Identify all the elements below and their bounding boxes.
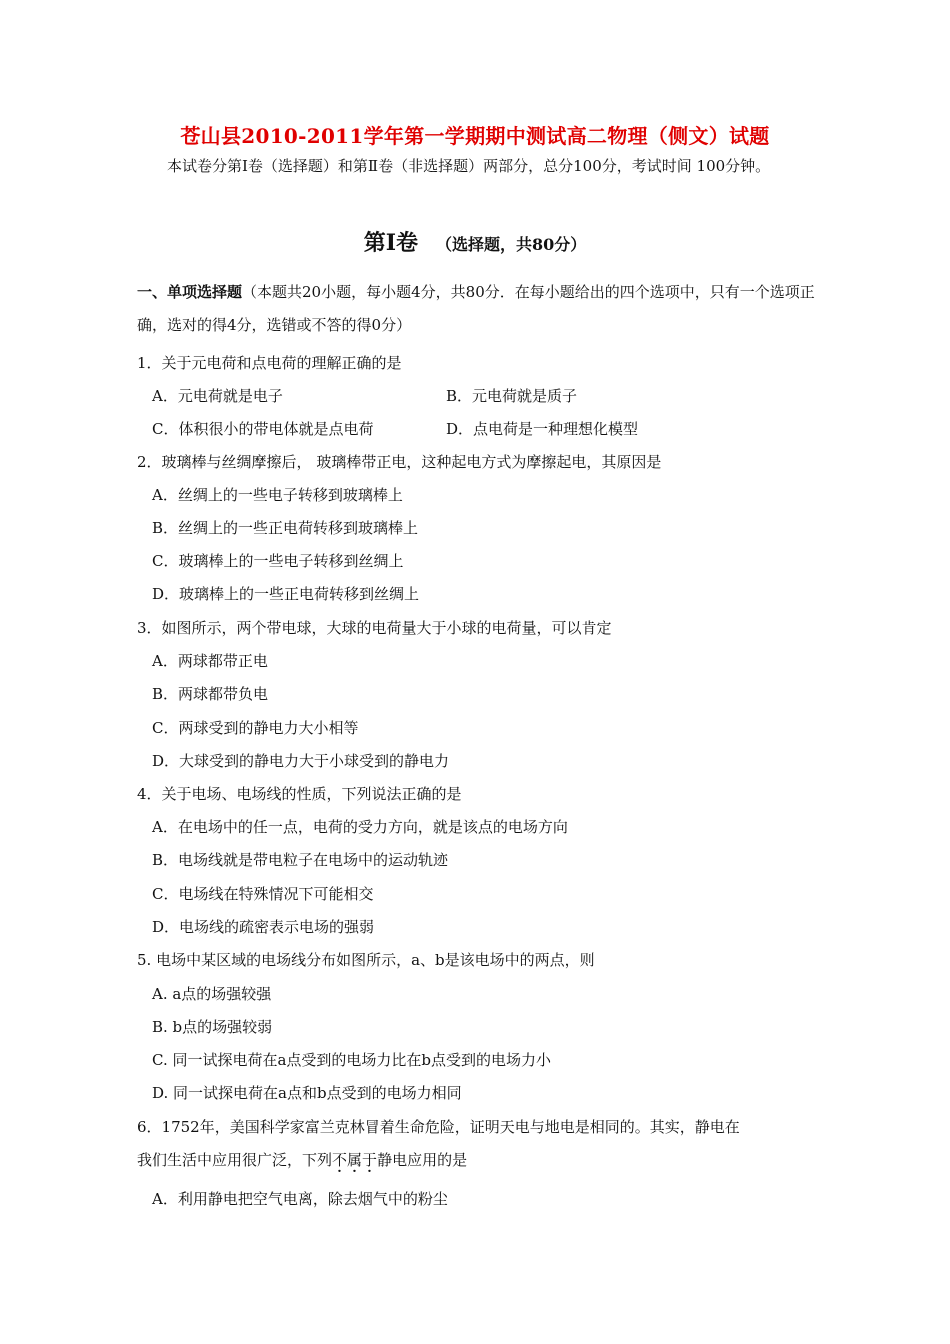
q3-option-d: D．大球受到的静电力大于小球受到的静电力 (152, 752, 450, 770)
section-note: （选择题，共80分） (436, 235, 587, 254)
q1-option-d: D．点电荷是一种理想化模型 (446, 420, 639, 438)
q3-option-c: C．两球受到的静电力大小相等 (152, 719, 359, 737)
q4-option-d: D．电场线的疏密表示电场的强弱 (152, 918, 375, 936)
q4-stem: 4．关于电场、电场线的性质，下列说法正确的是 (137, 785, 462, 803)
q4-option-b: B．电场线就是带电粒子在电场中的运动轨迹 (152, 851, 449, 869)
part1-instructions (137, 276, 817, 342)
q4-option-a: A．在电场中的任一点，电荷的受力方向，就是该点的电场方向 (152, 818, 568, 836)
exam-intro: 本试卷分第Ⅰ卷（选择题）和第Ⅱ卷（非选择题）两部分，总分100分，考试时间 100分钟。 (167, 157, 771, 175)
q1-option-b: B．元电荷就是质子 (446, 387, 578, 405)
q5-option-c: C. 同一试探电荷在a点受到的电场力比在b点受到的电场力小 (152, 1051, 552, 1069)
q3-option-b: B．两球都带负电 (152, 685, 269, 703)
q5-option-b: B. b点的场强较弱 (152, 1018, 273, 1036)
q6-stem-line2 (137, 1149, 467, 1170)
section-name: 第Ⅰ卷 (363, 230, 418, 256)
part1-instructions-text: （本题共20小题，每小题4分，共80分．在每小题给出的四个选项中，只有一个选项正确，选对的得4分，选错或不答的得0分） (137, 283, 815, 334)
q2-option-d: D．玻璃棒上的一些正电荷转移到丝绸上 (152, 585, 420, 603)
q5-stem: 5. 电场中某区域的电场线分布如图所示，a、b是该电场中的两点，则 (137, 951, 595, 969)
q2-option-c: C．玻璃棒上的一些电子转移到丝绸上 (152, 552, 404, 570)
q1-option-a: A．元电荷就是电子 (152, 387, 283, 405)
exam-title: 苍山县2010-2011学年第一学期期中测试高二物理（侧文）试题 (180, 124, 770, 148)
q2-option-a: A．丝绸上的一些电子转移到玻璃棒上 (152, 486, 403, 504)
q5-option-d: D. 同一试探电荷在a点和b点受到的电场力相同 (152, 1084, 462, 1102)
q6-stem-line1: 6．1752年，美国科学家富兰克林冒着生命危险，证明天电与地电是相同的。其实，静电在 (137, 1118, 740, 1136)
section-heading (0, 226, 950, 257)
q6-stem-post: 静电应用的是 (377, 1151, 468, 1169)
q3-option-a: A．两球都带正电 (152, 652, 268, 670)
q5-option-a: A. a点的场强较强 (152, 985, 272, 1003)
q3-stem: 3．如图所示，两个带电球，大球的电荷量大于小球的电荷量，可以肯定 (137, 619, 612, 637)
q6-emphasis-char: 不 (332, 1151, 348, 1169)
q1-stem: 1．关于元电荷和点电荷的理解正确的是 (137, 354, 402, 372)
part1-heading: 一、单项选择题 (137, 283, 243, 301)
q1-option-c: C．体积很小的带电体就是点电荷 (152, 420, 374, 438)
q6-emphasis-char: 属 (347, 1151, 363, 1169)
q6-emphasis-char: 于 (362, 1151, 378, 1169)
q4-option-c: C．电场线在特殊情况下可能相交 (152, 885, 374, 903)
q2-option-b: B．丝绸上的一些正电荷转移到玻璃棒上 (152, 519, 419, 537)
q2-stem: 2．玻璃棒与丝绸摩擦后， 玻璃棒带正电，这种起电方式为摩擦起电，其原因是 (137, 453, 662, 471)
q6-option-a: A．利用静电把空气电离，除去烟气中的粉尘 (152, 1190, 448, 1208)
q6-stem-pre: 我们生活中应用很广泛，下列 (137, 1151, 333, 1169)
